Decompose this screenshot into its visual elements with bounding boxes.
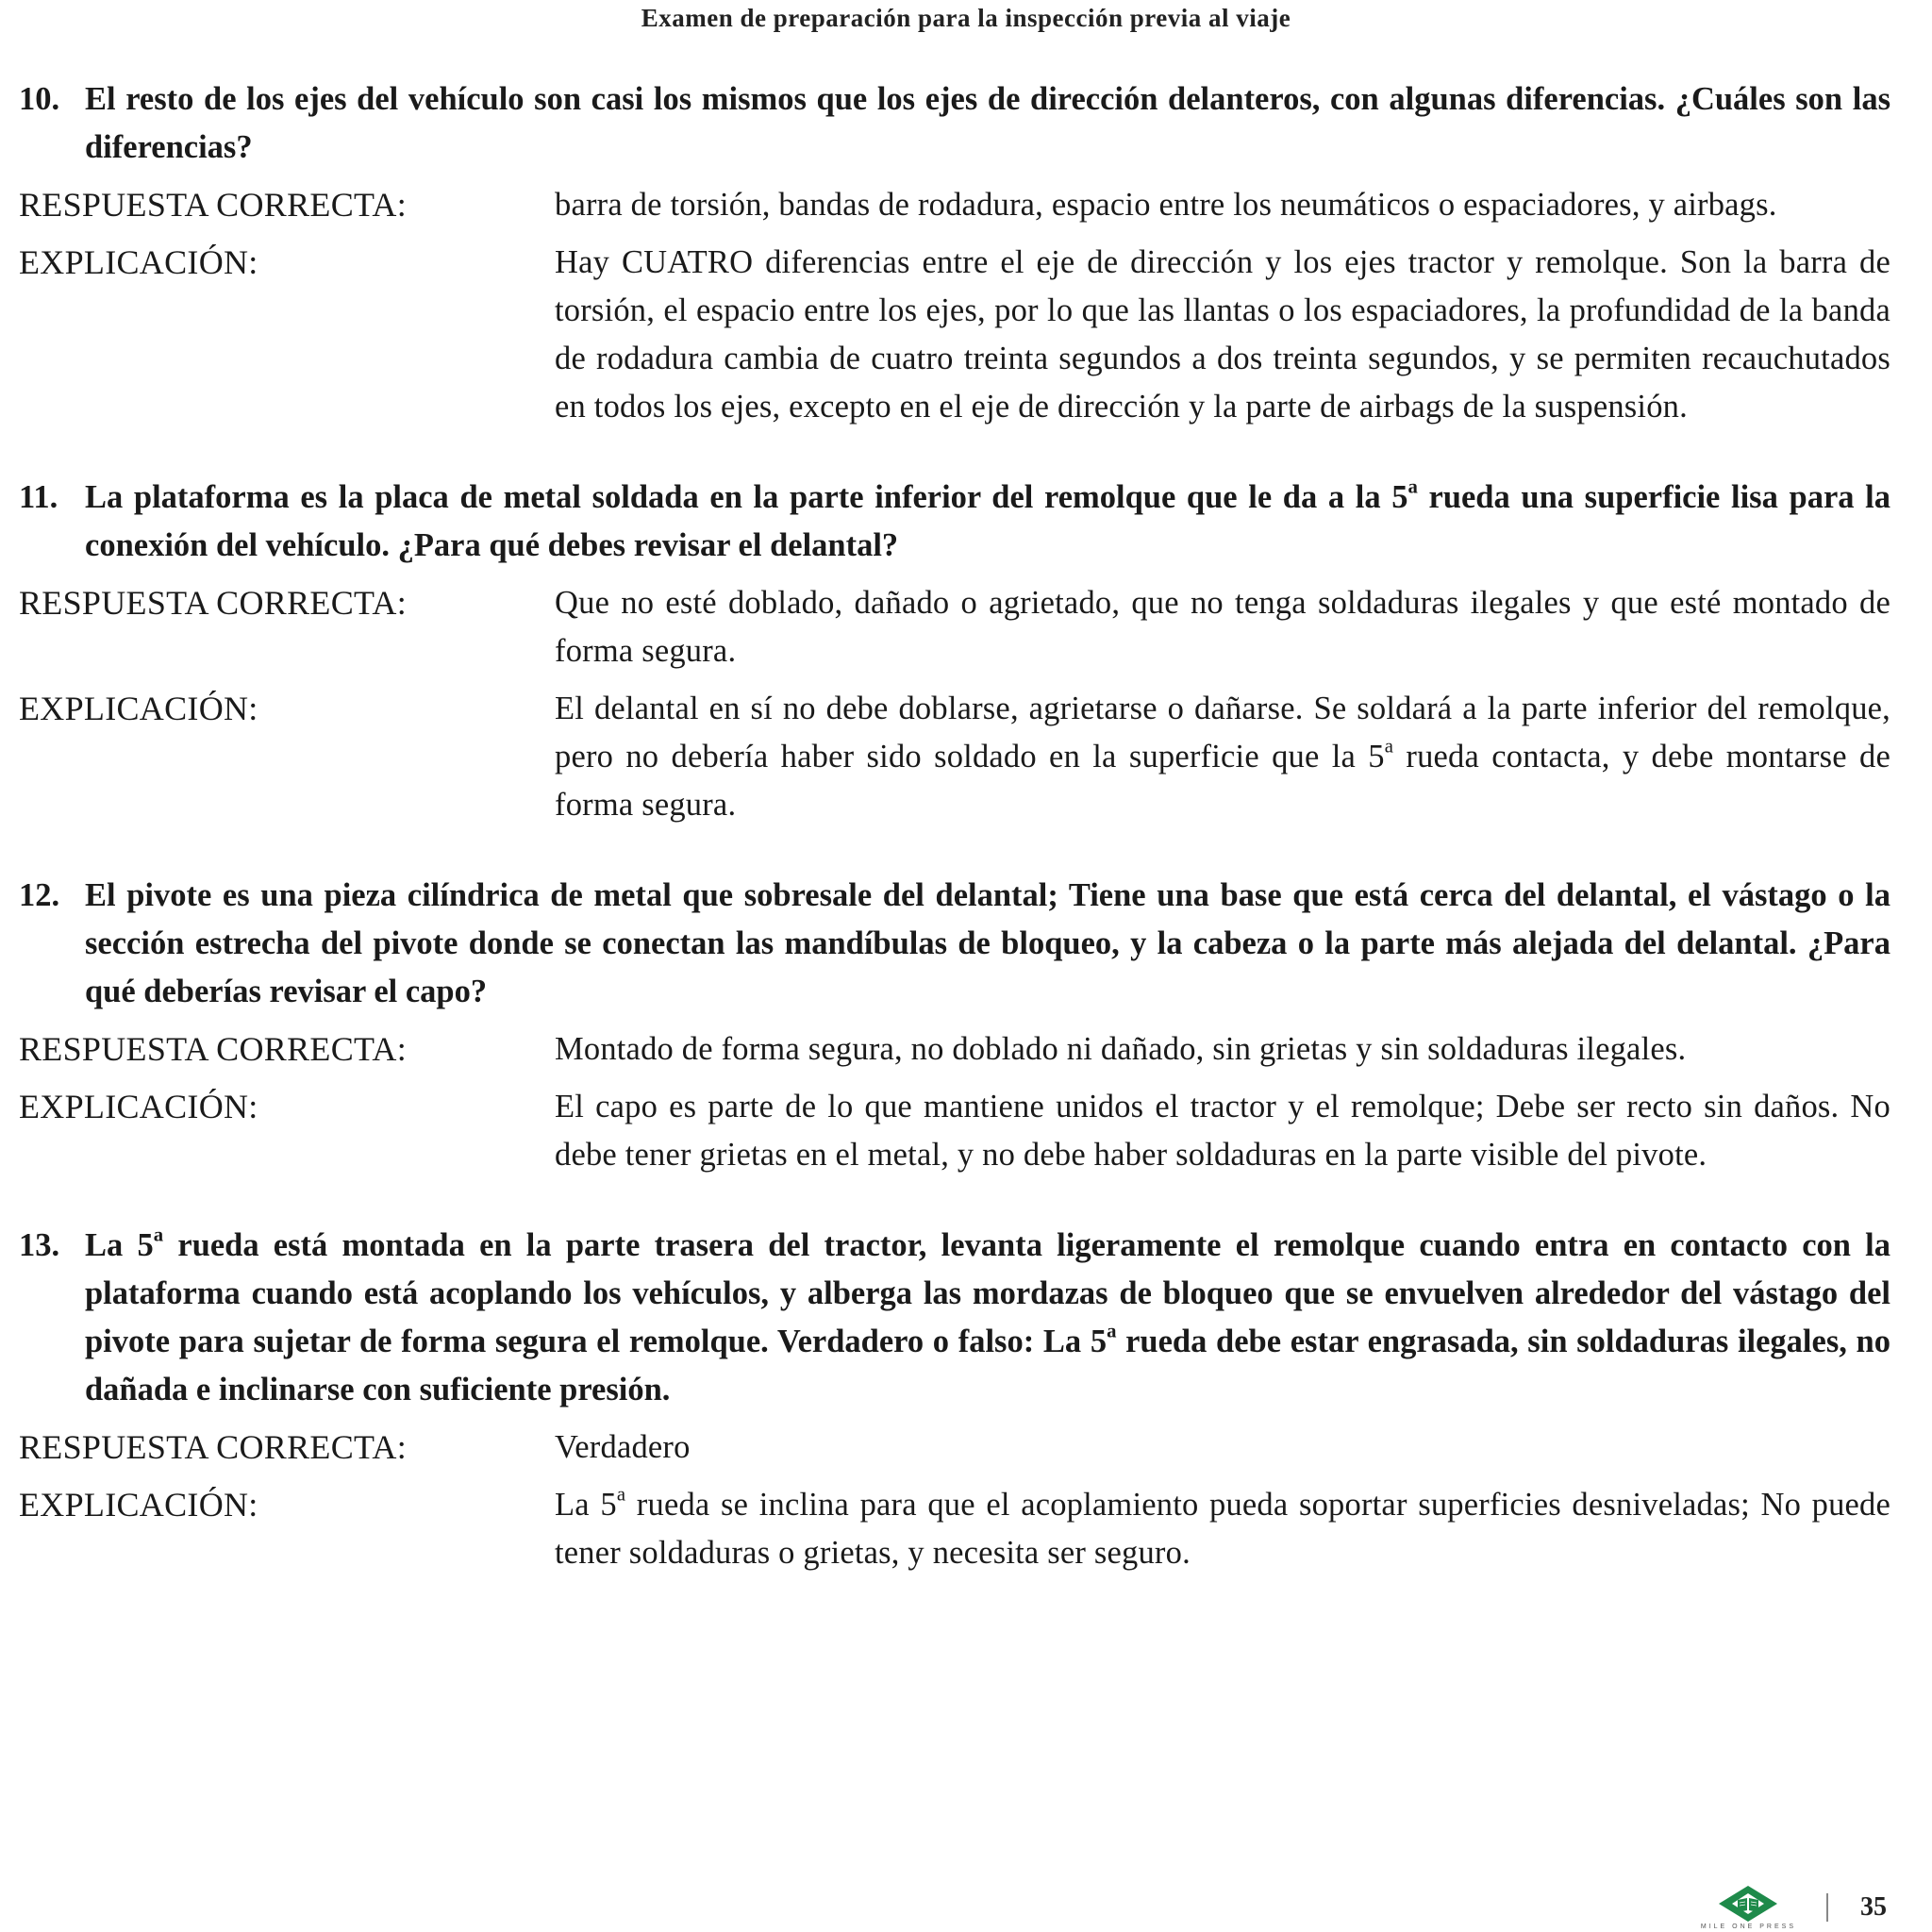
answer-text: barra de torsión, bandas de rodadura, espacio entre los neumáticos o espaciadores, y airbags. [555, 187, 1777, 223]
explanation-text: Hay CUATRO diferencias entre el eje de dirección y los ejes tractor y remolque. Son la barra de torsión, el espacio entre los ejes, por lo que las llantas o los espaciadores, la profundidad de la banda de rodadura cambia de cuatro treinta segundos a dos treinta segundos, y se permiten recauchutados en todos los ejes, excepto en el eje de dirección y la parte de airbags de la suspensión. [555, 244, 1890, 425]
explanation-label: EXPLICACIÓN: [19, 1088, 258, 1125]
question-number: 10. [19, 81, 60, 117]
explanation-label: EXPLICACIÓN: [19, 690, 258, 727]
question-block [19, 872, 1890, 1179]
questions-list [19, 75, 1890, 1620]
question-text [19, 75, 1890, 172]
answer-label: RESPUESTA CORRECTA: [19, 1030, 408, 1068]
question-number: 11. [19, 479, 58, 515]
question-number: 12. [19, 877, 60, 913]
answer-row [19, 579, 1890, 675]
question-block [19, 75, 1890, 431]
explanation-text: El delantal en sí no debe doblarse, agrietarse o dañarse. Se soldará a la parte inferior del remolque, pero no debería haber sido soldado en la superficie que la 5$^a$ rueda contacta, y debe montarse de forma segura. [555, 691, 1890, 823]
question-number: 13. [19, 1227, 60, 1263]
logo-wordmark: MILE ONE PRESS [1700, 1924, 1796, 1930]
question-text [19, 474, 1890, 570]
question-body: La 5$^a$ rueda está montada en la parte trasera del tractor, levanta ligeramente el remolque cuando entra en contacto con la plataforma cuando está acoplando los vehículos, y alberga las mordazas de bloqueo que se envuelven alrededor del vástago del pivote para sujetar de forma segura el remolque. Verdadero o falso: La 5$^a$ rueda debe estar engrasada, sin soldaduras ilegales, no dañada e inclinarse con suficiente presión. [85, 1224, 1891, 1407]
explanation-row [19, 1481, 1890, 1577]
page-footer [1701, 1885, 1887, 1930]
running-header: Examen de preparación para la inspección previa al viaje [641, 4, 1291, 32]
answer-text: Montado de forma segura, no doblado ni dañado, sin grietas y sin soldaduras ilegales. [555, 1031, 1687, 1067]
answer-row [19, 181, 1890, 229]
answer-label: RESPUESTA CORRECTA: [19, 584, 408, 622]
question-block [19, 1222, 1890, 1577]
explanation-row [19, 685, 1890, 829]
answer-label: RESPUESTA CORRECTA: [19, 186, 408, 224]
question-body: El pivote es una pieza cilíndrica de metal que sobresale del delantal; Tiene una base que está cerca del delantal, el vástago o la sección estrecha del pivote donde se conectan las mandíbulas de bloqueo, y la cabeza o la parte más alejada del delantal. ¿Para qué deberías revisar el capo? [85, 877, 1890, 1009]
question-text [19, 872, 1890, 1016]
question-text [19, 1222, 1890, 1414]
footer-divider [1826, 1893, 1828, 1922]
question-body: El resto de los ejes del vehículo son casi los mismos que los ejes de dirección delanteros, con algunas diferencias. ¿Cuáles son las diferencias? [85, 81, 1890, 165]
publisher-logo [1701, 1885, 1796, 1930]
question-body: La plataforma es la placa de metal soldada en la parte inferior del remolque que le da a la 5$^a$ rueda una superficie lisa para la conexión del vehículo. ¿Para qué debes revisar el delantal? [85, 476, 1890, 563]
answer-text: Que no esté doblado, dañado o agrietado, que no tenga soldaduras ilegales y que esté montado de forma segura. [555, 585, 1890, 669]
explanation-text: El capo es parte de lo que mantiene unidos el tractor y el remolque; Debe ser recto sin daños. No debe tener grietas en el metal, y no debe haber soldaduras en la parte visible del pivote. [555, 1089, 1890, 1173]
book-logo-icon [1717, 1885, 1779, 1923]
explanation-label: EXPLICACIÓN: [19, 1486, 258, 1524]
page-number: 35 [1860, 1892, 1887, 1922]
question-block [19, 474, 1890, 829]
answer-label: RESPUESTA CORRECTA: [19, 1428, 408, 1466]
answer-row [19, 1025, 1890, 1074]
answer-text: Verdadero [555, 1429, 691, 1465]
explanation-text: La 5$^a$ rueda se inclina para que el acoplamiento pueda soportar superficies desniveladas; No puede tener soldaduras o grietas, y necesita ser seguro. [555, 1484, 1890, 1571]
answer-row [19, 1424, 1890, 1472]
explanation-row [19, 1083, 1890, 1179]
explanation-label: EXPLICACIÓN: [19, 243, 258, 281]
explanation-row [19, 239, 1890, 431]
